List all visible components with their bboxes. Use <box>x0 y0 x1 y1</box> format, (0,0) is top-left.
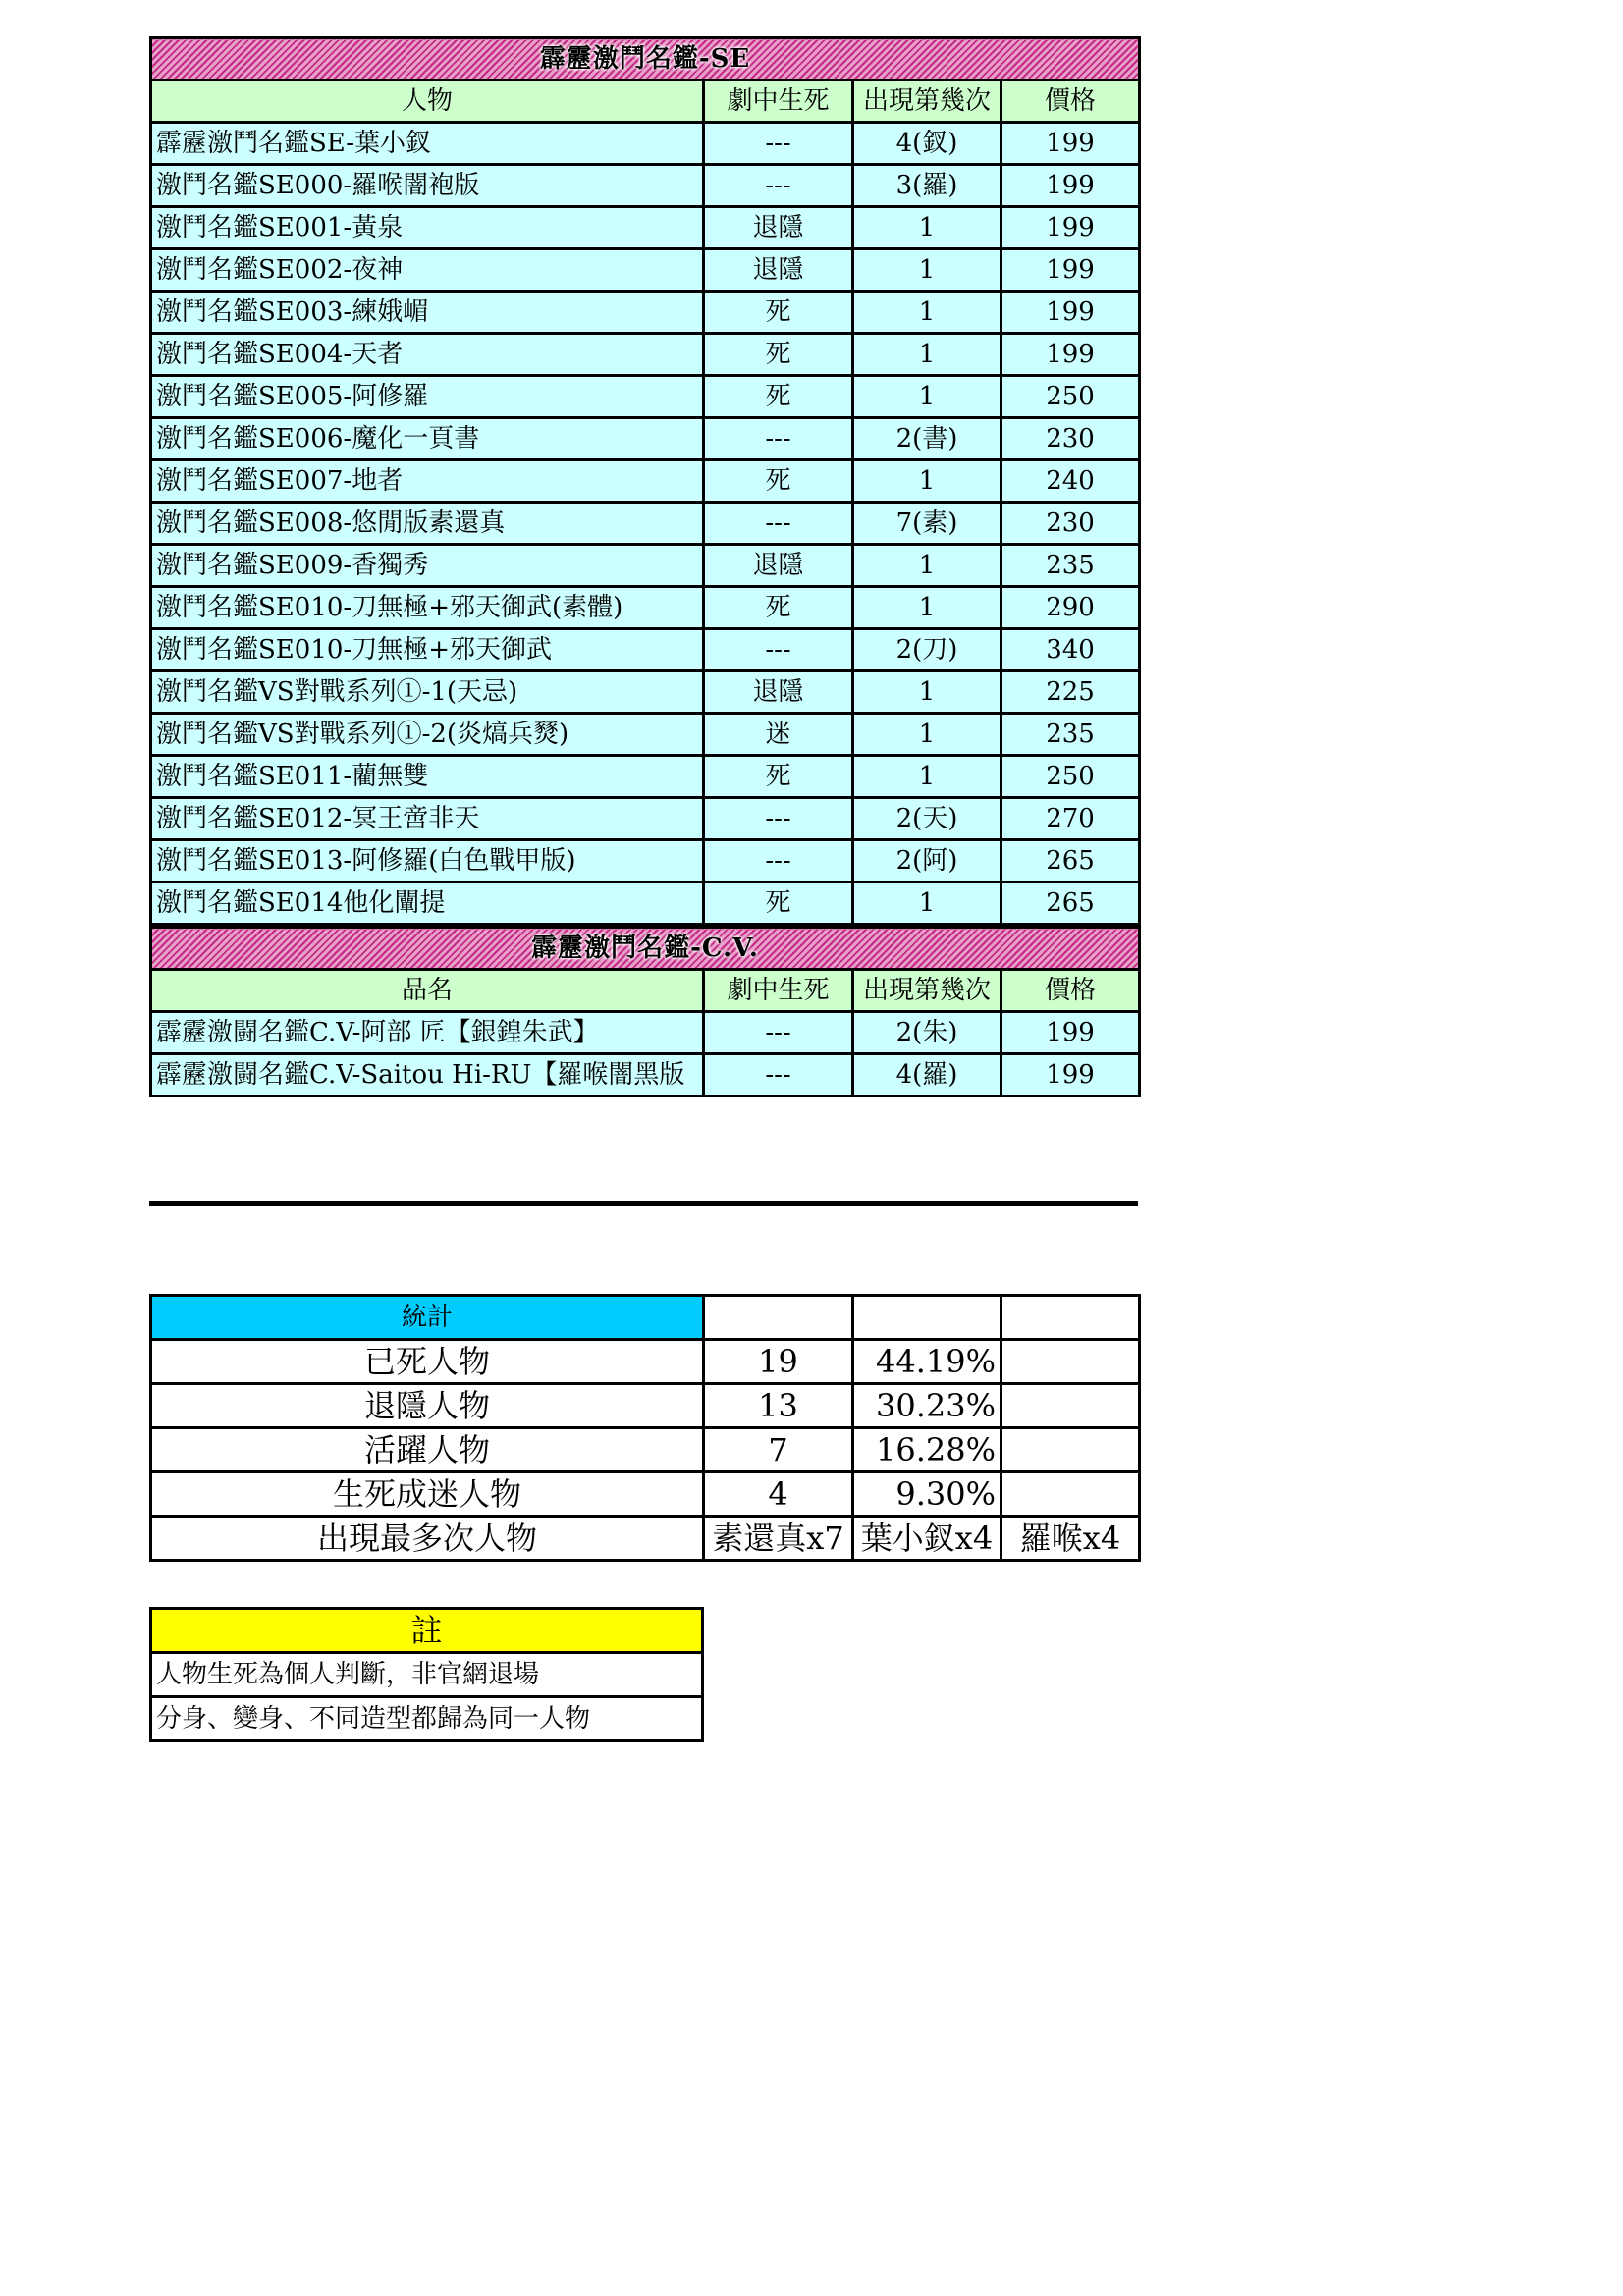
table-row <box>151 165 1140 207</box>
appearance-cell: 4(釵) <box>853 123 1001 165</box>
stat-percent: 9.30% <box>853 1472 1001 1517</box>
stat-percent: 30.23% <box>853 1384 1001 1428</box>
notes-section <box>149 1607 704 1742</box>
stat-extra <box>1001 1472 1140 1517</box>
status-cell: 退隱 <box>704 545 853 587</box>
status-cell: 退隱 <box>704 671 853 714</box>
stat-percent: 葉小釵x4 <box>853 1517 1001 1561</box>
stats-header-blank <box>1001 1296 1140 1340</box>
status-cell: 死 <box>704 292 853 334</box>
se-table <box>149 36 1141 926</box>
price-cell: 230 <box>1001 503 1140 545</box>
status-cell: --- <box>704 165 853 207</box>
price-cell: 199 <box>1001 207 1140 249</box>
table-row <box>151 587 1140 629</box>
appearance-cell: 1 <box>853 460 1001 503</box>
price-cell: 199 <box>1001 165 1140 207</box>
header-price: 價格 <box>1001 970 1140 1012</box>
table-row <box>151 1012 1140 1054</box>
status-cell: --- <box>704 123 853 165</box>
stat-count: 4 <box>704 1472 853 1517</box>
table-row <box>151 1054 1140 1096</box>
character-name: 霹靂激鬥名鑑SE-葉小釵 <box>151 123 704 165</box>
notes-header-row <box>151 1609 703 1653</box>
appearance-cell: 1 <box>853 207 1001 249</box>
header-product: 品名 <box>151 970 704 1012</box>
status-cell: --- <box>704 1012 853 1054</box>
stat-extra <box>1001 1340 1140 1384</box>
price-cell: 199 <box>1001 1054 1140 1096</box>
notes-table <box>149 1607 704 1742</box>
table-row <box>151 207 1140 249</box>
character-name: 激鬥名鑑SE006-魔化一頁書 <box>151 418 704 460</box>
price-cell: 199 <box>1001 334 1140 376</box>
appearance-cell: 1 <box>853 292 1001 334</box>
character-name: 激鬥名鑑SE008-悠閒版素還真 <box>151 503 704 545</box>
appearance-cell: 2(朱) <box>853 1012 1001 1054</box>
price-cell: 230 <box>1001 418 1140 460</box>
appearance-cell: 4(羅) <box>853 1054 1001 1096</box>
table-row <box>151 123 1140 165</box>
stat-extra <box>1001 1428 1140 1472</box>
price-cell: 270 <box>1001 798 1140 840</box>
cv-header-row <box>151 970 1140 1012</box>
character-name: 激鬥名鑑SE000-羅喉闇袍版 <box>151 165 704 207</box>
status-cell: 死 <box>704 756 853 798</box>
stats-table <box>149 1294 1141 1562</box>
stats-header: 統計 <box>151 1296 704 1340</box>
stat-label: 活躍人物 <box>151 1428 704 1472</box>
stat-extra <box>1001 1384 1140 1428</box>
status-cell: 迷 <box>704 714 853 756</box>
character-name: 激鬥名鑑SE010-刀無極+邪天御武 <box>151 629 704 671</box>
appearance-cell: 2(天) <box>853 798 1001 840</box>
header-status: 劇中生死 <box>704 970 853 1012</box>
table-row <box>151 882 1140 925</box>
status-cell: 退隱 <box>704 207 853 249</box>
status-cell: --- <box>704 629 853 671</box>
stat-label: 退隱人物 <box>151 1384 704 1428</box>
table-row <box>151 418 1140 460</box>
character-name: 激鬥名鑑SE004-天者 <box>151 334 704 376</box>
cv-table <box>149 926 1141 1097</box>
price-cell: 265 <box>1001 840 1140 882</box>
note-line: 人物生死為個人判斷，非官網退場 <box>151 1653 703 1697</box>
status-cell: 死 <box>704 587 853 629</box>
stat-count: 7 <box>704 1428 853 1472</box>
appearance-cell: 1 <box>853 882 1001 925</box>
status-cell: --- <box>704 418 853 460</box>
appearance-cell: 1 <box>853 714 1001 756</box>
status-cell: 死 <box>704 460 853 503</box>
status-cell: 死 <box>704 334 853 376</box>
appearance-cell: 1 <box>853 671 1001 714</box>
character-name: 激鬥名鑑SE002-夜神 <box>151 249 704 292</box>
table-row <box>151 503 1140 545</box>
cv-title: 霹靂激鬥名鑑-C.V. <box>151 928 1140 970</box>
character-name: 激鬥名鑑SE012-冥王啻非天 <box>151 798 704 840</box>
status-cell: 死 <box>704 376 853 418</box>
stat-percent: 16.28% <box>853 1428 1001 1472</box>
appearance-cell: 2(刀) <box>853 629 1001 671</box>
stats-row <box>151 1428 1140 1472</box>
stats-row <box>151 1472 1140 1517</box>
status-cell: 退隱 <box>704 249 853 292</box>
se-title: 霹靂激鬥名鑑-SE <box>151 38 1140 80</box>
character-name: 激鬥名鑑SE010-刀無極+邪天御武(素體) <box>151 587 704 629</box>
stat-label: 出現最多次人物 <box>151 1517 704 1561</box>
stat-label: 生死成迷人物 <box>151 1472 704 1517</box>
status-cell: --- <box>704 798 853 840</box>
stats-row <box>151 1517 1140 1561</box>
stat-extra: 羅喉x4 <box>1001 1517 1140 1561</box>
table-row <box>151 334 1140 376</box>
status-cell: --- <box>704 840 853 882</box>
appearance-cell: 7(素) <box>853 503 1001 545</box>
character-name: 激鬥名鑑SE009-香獨秀 <box>151 545 704 587</box>
product-name: 霹靂激闘名鑑C.V-Saitou Hi-RU【羅喉闇黑版 <box>151 1054 704 1096</box>
price-cell: 240 <box>1001 460 1140 503</box>
appearance-cell: 1 <box>853 334 1001 376</box>
character-name: 激鬥名鑑SE001-黃泉 <box>151 207 704 249</box>
stat-count: 13 <box>704 1384 853 1428</box>
price-cell: 199 <box>1001 249 1140 292</box>
note-line: 分身、變身、不同造型都歸為同一人物 <box>151 1697 703 1741</box>
price-cell: 290 <box>1001 587 1140 629</box>
table-row <box>151 756 1140 798</box>
character-name: 激鬥名鑑SE011-藺無雙 <box>151 756 704 798</box>
header-character: 人物 <box>151 80 704 123</box>
character-name: 激鬥名鑑VS對戰系列①-1(天忌) <box>151 671 704 714</box>
stats-row <box>151 1384 1140 1428</box>
product-name: 霹靂激闘名鑑C.V-阿部 匠【銀鍠朱武】 <box>151 1012 704 1054</box>
table-row <box>151 376 1140 418</box>
price-cell: 265 <box>1001 882 1140 925</box>
appearance-cell: 2(阿) <box>853 840 1001 882</box>
price-cell: 340 <box>1001 629 1140 671</box>
stats-section <box>149 1294 1138 1562</box>
appearance-cell: 1 <box>853 756 1001 798</box>
note-row <box>151 1653 703 1697</box>
notes-header: 註 <box>151 1609 703 1653</box>
header-status: 劇中生死 <box>704 80 853 123</box>
character-name: 激鬥名鑑SE005-阿修羅 <box>151 376 704 418</box>
appearance-cell: 1 <box>853 376 1001 418</box>
stats-header-row <box>151 1296 1140 1340</box>
character-name: 激鬥名鑑SE014他化闡提 <box>151 882 704 925</box>
se-header-row <box>151 80 1140 123</box>
table-row <box>151 629 1140 671</box>
stats-header-blank <box>704 1296 853 1340</box>
stat-label: 已死人物 <box>151 1340 704 1384</box>
se-title-row <box>151 38 1140 80</box>
stat-count: 19 <box>704 1340 853 1384</box>
table-row <box>151 460 1140 503</box>
cv-title-row <box>151 928 1140 970</box>
appearance-cell: 1 <box>853 587 1001 629</box>
table-row <box>151 840 1140 882</box>
price-cell: 235 <box>1001 545 1140 587</box>
header-appearance: 出現第幾次 <box>853 80 1001 123</box>
roster-sheet <box>149 36 1138 1097</box>
price-cell: 250 <box>1001 376 1140 418</box>
stat-count: 素還真x7 <box>704 1517 853 1561</box>
price-cell: 199 <box>1001 123 1140 165</box>
price-cell: 199 <box>1001 1012 1140 1054</box>
stat-percent: 44.19% <box>853 1340 1001 1384</box>
character-name: 激鬥名鑑SE013-阿修羅(白色戰甲版) <box>151 840 704 882</box>
status-cell: 死 <box>704 882 853 925</box>
price-cell: 235 <box>1001 714 1140 756</box>
price-cell: 250 <box>1001 756 1140 798</box>
appearance-cell: 1 <box>853 249 1001 292</box>
table-row <box>151 545 1140 587</box>
header-price: 價格 <box>1001 80 1140 123</box>
appearance-cell: 2(書) <box>853 418 1001 460</box>
table-row <box>151 714 1140 756</box>
table-row <box>151 798 1140 840</box>
header-appearance: 出現第幾次 <box>853 970 1001 1012</box>
character-name: 激鬥名鑑SE007-地者 <box>151 460 704 503</box>
table-row <box>151 671 1140 714</box>
character-name: 激鬥名鑑VS對戰系列①-2(炎熇兵燹) <box>151 714 704 756</box>
table-row <box>151 292 1140 334</box>
table-row <box>151 249 1140 292</box>
character-name: 激鬥名鑑SE003-練娥嵋 <box>151 292 704 334</box>
price-cell: 225 <box>1001 671 1140 714</box>
status-cell: --- <box>704 503 853 545</box>
note-row <box>151 1697 703 1741</box>
stats-row <box>151 1340 1140 1384</box>
appearance-cell: 1 <box>853 545 1001 587</box>
status-cell: --- <box>704 1054 853 1096</box>
price-cell: 199 <box>1001 292 1140 334</box>
stats-header-blank <box>853 1296 1001 1340</box>
section-divider <box>149 1201 1138 1206</box>
appearance-cell: 3(羅) <box>853 165 1001 207</box>
